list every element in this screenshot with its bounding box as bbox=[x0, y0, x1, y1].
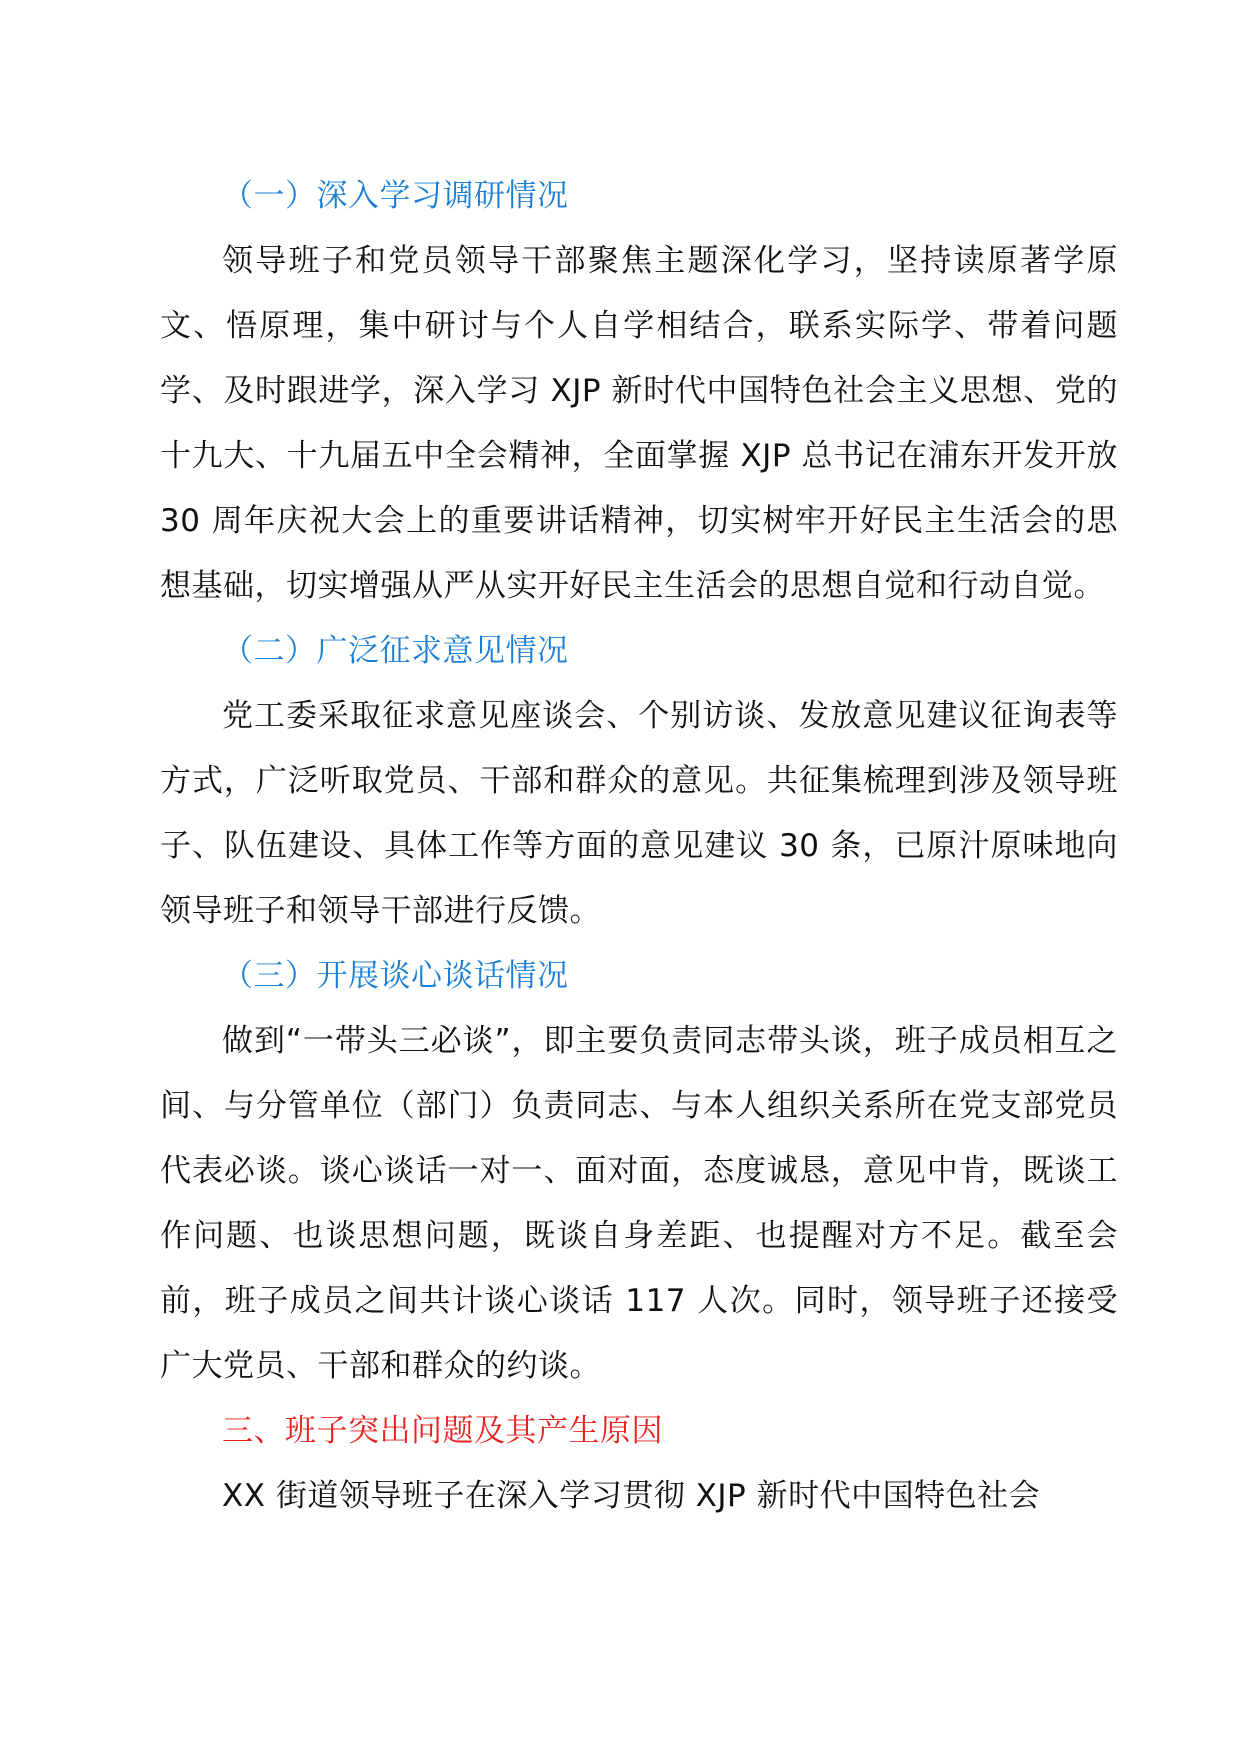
part-3-heading: 三、班子突出问题及其产生原因 bbox=[222, 1413, 663, 1449]
section-3-paragraph: 做到“一带头三必谈”，即主要负责同志带头谈，班子成员相互之间、与分管单位（部门）负责同志、与本人组织关系所在党支部党员代表必谈。谈心谈话一对一、面对面，态度诚恳，意见中肯，既谈工作问题、也谈思想问题，既谈自身差距、也提醒对方不足。截至会前，班子成员之间共计谈心谈话 117 人次。同时，领导班子还接受广大党员、干部和群众的约谈。 bbox=[160, 1023, 1118, 1384]
section-3-heading: （三）开展谈心谈话情况 bbox=[222, 958, 569, 994]
section-1-heading: （一）深入学习调研情况 bbox=[222, 178, 569, 214]
section-2-heading: （二）广泛征求意见情况 bbox=[222, 633, 569, 669]
part-3-paragraph: XX 街道领导班子在深入学习贯彻 XJP 新时代中国特色社会 bbox=[222, 1478, 1041, 1514]
section-2-paragraph: 党工委采取征求意见座谈会、个别访谈、发放意见建议征询表等方式，广泛听取党员、干部和群众的意见。共征集梳理到涉及领导班子、队伍建设、具体工作等方面的意见建议 30 条，已原汁原味地向领导班子和领导干部进行反馈。 bbox=[160, 698, 1118, 929]
document-page bbox=[160, 164, 1118, 1529]
section-1-paragraph: 领导班子和党员领导干部聚焦主题深化学习，坚持读原著学原文、悟原理，集中研讨与个人自学相结合，联系实际学、带着问题学、及时跟进学，深入学习 XJP 新时代中国特色社会主义思想、党的十九大、十九届五中全会精神，全面掌握 XJP 总书记在浦东开发开放 30 周年庆祝大会上的重要讲话精神，切实树牢开好民主生活会的思想基础，切实增强从严从实开好民主生活会的思想自觉和行动自觉。 bbox=[160, 243, 1118, 604]
